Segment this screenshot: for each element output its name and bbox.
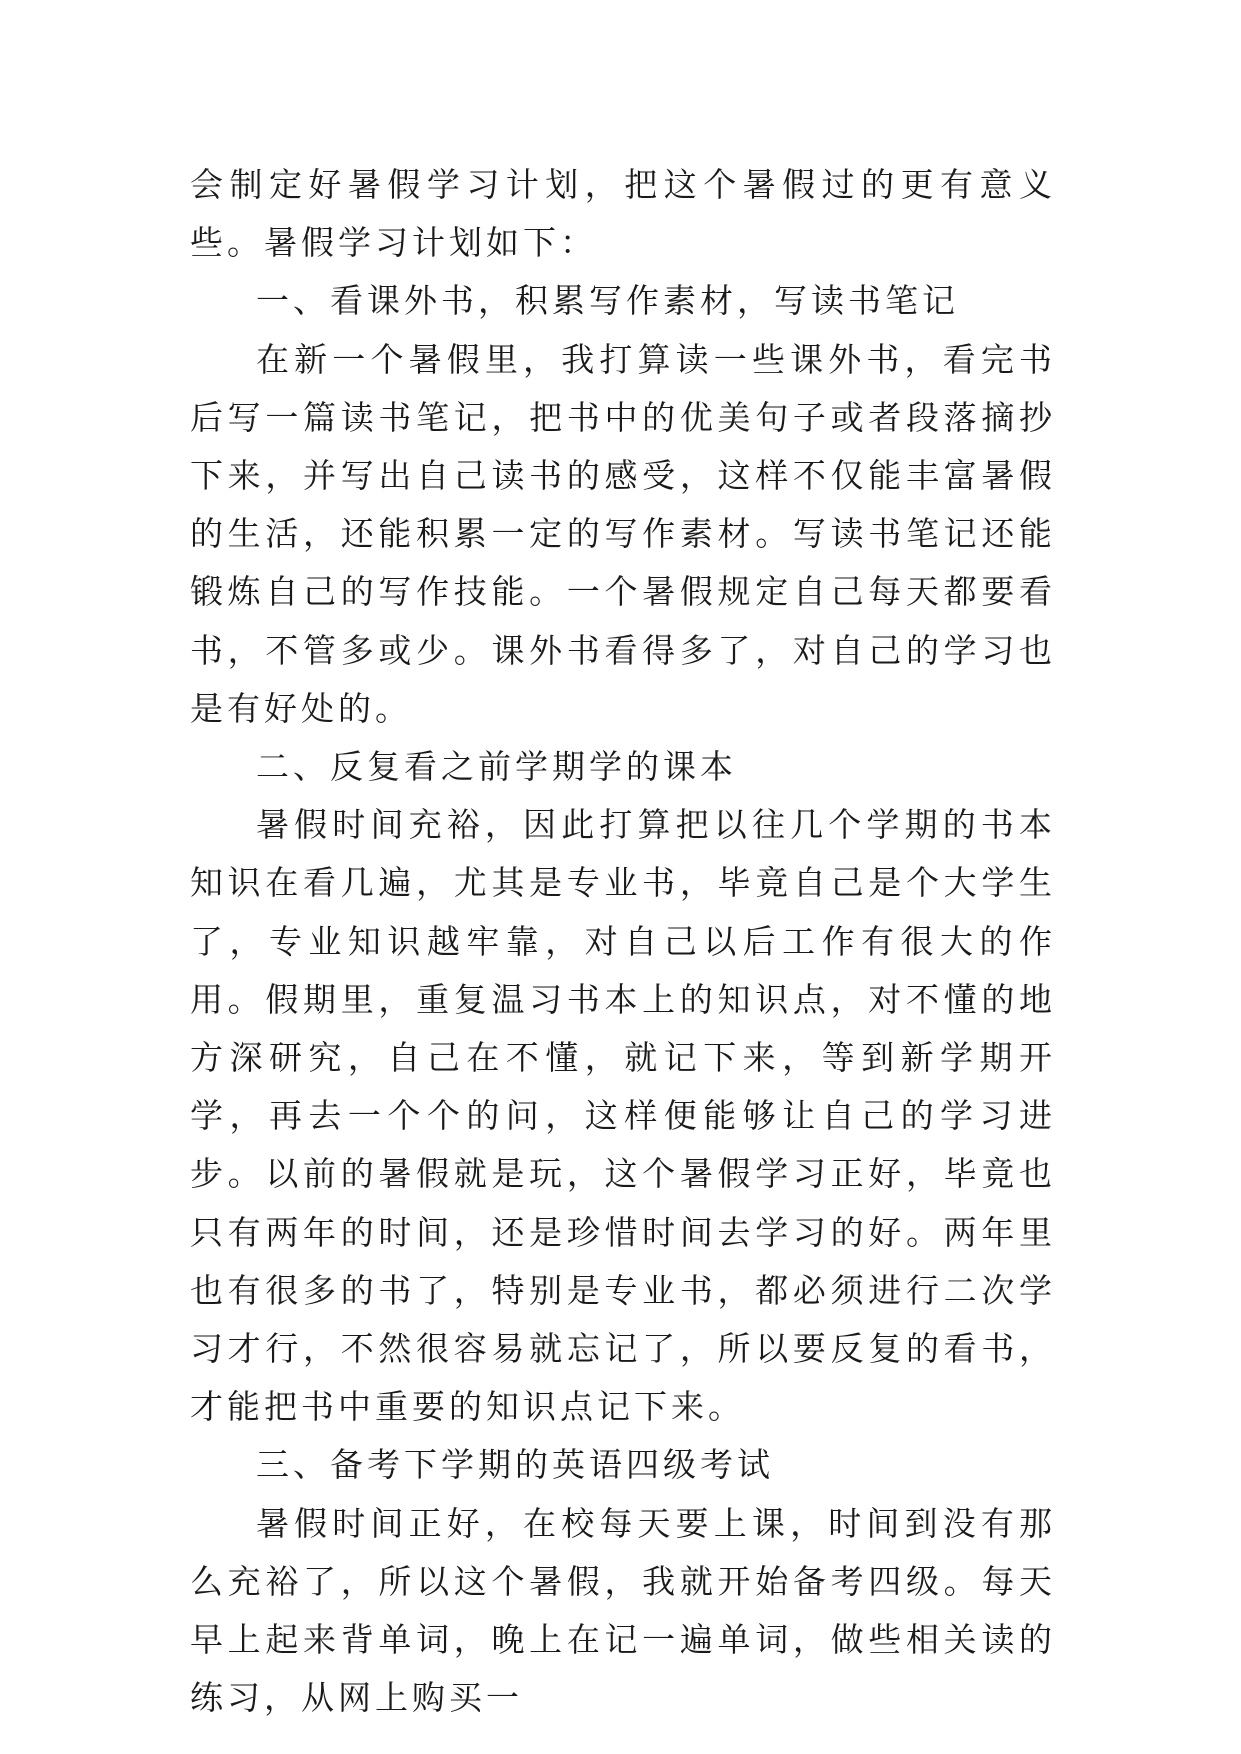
paragraph-cet4: 暑假时间正好，在校每天要上课，时间到没有那么充裕了，所以这个暑假，我就开始备考四级。每天早上起来背单词，晚上在记一遍单词，做些相关读的练习，从网上购买一: [190, 1503, 1056, 1718]
document-body: [190, 156, 1056, 1727]
paragraph-review: 暑假时间充裕，因此打算把以往几个学期的书本知识在看几遍，尤其是专业书，毕竟自己是个大学生了，专业知识越牢靠，对自己以后工作有很大的作用。假期里，重复温习书本上的知识点，对不懂的地方深研究，自己在不懂，就记下来，等到新学期开学，再去一个个的问，这样便能够让自己的学习进步。以前的暑假就是玩，这个暑假学习正好，毕竟也只有两年的时间，还是珍惜时间去学习的好。两年里也有很多的书了，特别是专业书，都必须进行二次学习才行，不然很容易就忘记了，所以要反复的看书，才能把书中重要的知识点记下来。: [190, 805, 1056, 1427]
section-heading-1: 一、看课外书，积累写作素材，写读书笔记: [256, 281, 959, 321]
section-heading-3: 三、备考下学期的英语四级考试: [256, 1445, 774, 1485]
section-heading-2: 二、反复看之前学期学的课本: [256, 747, 737, 787]
paragraph-intro: 会制定好暑假学习计划，把这个暑假过的更有意义些。暑假学习计划如下：: [190, 165, 1056, 263]
paragraph-reading: 在新一个暑假里，我打算读一些课外书，看完书后写一篇读书笔记，把书中的优美句子或者段落摘抄下来，并写出自己读书的感受，这样不仅能丰富暑假的生活，还能积累一定的写作素材。写读书笔记还能锻炼自己的写作技能。一个暑假规定自己每天都要看书，不管多或少。课外书看得多了，对自己的学习也是有好处的。: [190, 339, 1056, 728]
